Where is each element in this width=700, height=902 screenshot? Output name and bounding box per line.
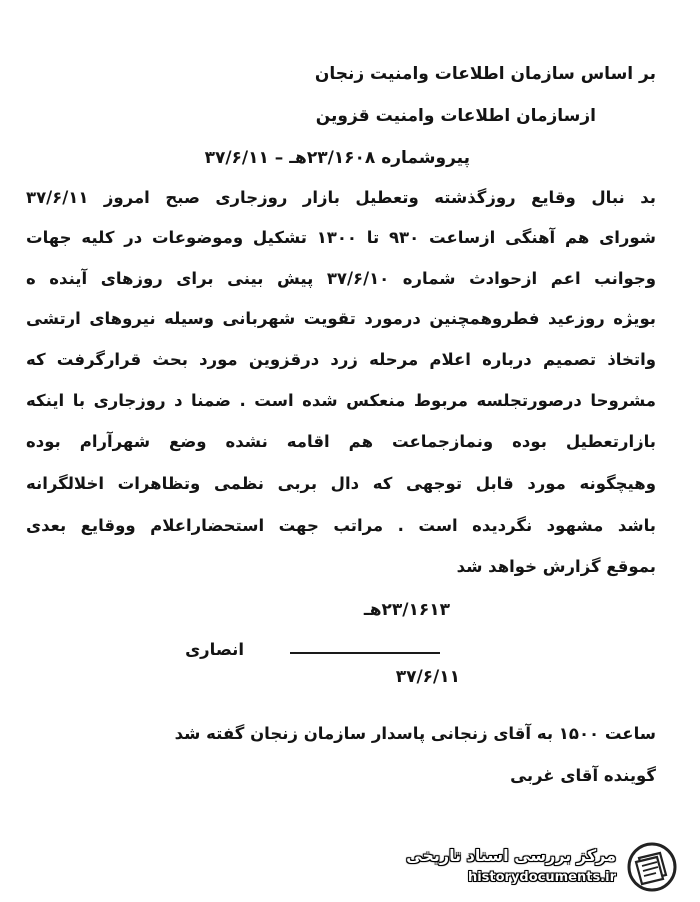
body-line: بموقع گزارش خواهد شد bbox=[456, 557, 656, 576]
signature-rule bbox=[290, 652, 440, 654]
sender-line: ازسازمان اطلاعات وامنیت قزوین bbox=[315, 106, 596, 126]
body-line: مشروحا درصورتجلسه مربوط منعکس شده است . ضمنا د روزجاری با اینکه bbox=[26, 391, 656, 410]
body-line: شورای هم آهنگی ازساعت ۹۳۰ تا ۱۳۰۰ تشکیل وموضوعات در کلیه جهات bbox=[26, 228, 656, 247]
watermark-title: مرکز بررسی اسناد تاریخی bbox=[406, 846, 616, 865]
followup-note-line: ساعت ۱۵۰۰ به آقای زنجانی پاسدار سازمان زنجان گفته شد bbox=[174, 724, 656, 743]
body-line: باشد مشهود نگردیده است . مراتب جهت استحضاراعلام ووقایع بعدی bbox=[26, 516, 656, 535]
body-line: وجوانب اعم ازحوادث شماره ۳۷/۶/۱۰ پیش بینی برای روزهای آینده ه bbox=[26, 269, 656, 288]
reference-line: پیروشماره ۲۳/۱۶۰۸هـ – ۳۷/۶/۱۱ bbox=[204, 148, 470, 168]
body-line: واتخاذ تصمیم درباره اعلام مرحله زرد درقزوین مورد بحث قرارگرفت که bbox=[26, 350, 656, 369]
body-line: وهیچگونه مورد قابل توجهی که دال بربی نظمی وتظاهرات اخلالگرانه bbox=[26, 474, 656, 493]
document-stack-icon bbox=[626, 842, 678, 892]
recipient-line: بر اساس سازمان اطلاعات وامنیت زنجان bbox=[314, 64, 656, 84]
signature-name: انصاری bbox=[185, 640, 244, 659]
followup-note-line: گوینده آقای غربی bbox=[510, 766, 656, 785]
body-line: بویژه روزعید فطروهمچنین درمورد تقویت شهربانی وسیله نیروهای ارتشی bbox=[26, 309, 656, 328]
signature-date: ۳۷/۶/۱۱ bbox=[395, 667, 460, 687]
outgoing-ref-number: ۲۳/۱۶۱۳هـ bbox=[363, 600, 450, 620]
archive-watermark bbox=[396, 838, 686, 894]
body-line: بازارتعطیل بوده ونمازجماعت هم اقامه نشده وضع شهرآرام بوده bbox=[26, 432, 656, 451]
body-line: بد نبال وقایع روزگذشته وتعطیل بازار روزجاری صبح امروز ۳۷/۶/۱۱ bbox=[26, 188, 656, 207]
watermark-site: historydocuments.ir bbox=[467, 870, 616, 885]
